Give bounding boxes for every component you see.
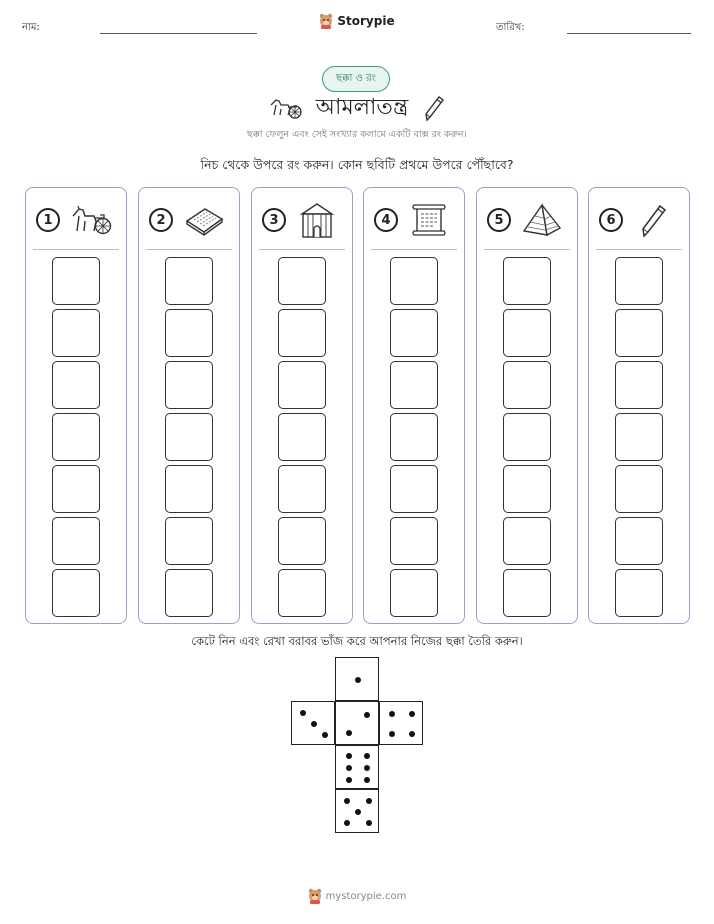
round-tower-icon <box>296 201 338 239</box>
color-box[interactable] <box>615 569 663 617</box>
pencil-icon <box>422 93 446 123</box>
column-4 <box>363 187 465 624</box>
column-header <box>589 188 689 248</box>
dice-pip <box>389 731 395 737</box>
dice-pip <box>322 732 328 738</box>
dice-pip <box>344 820 350 826</box>
column-number: 6 <box>599 208 623 232</box>
dice-face-2 <box>335 701 379 745</box>
column-divider <box>146 249 232 250</box>
color-box[interactable] <box>165 569 213 617</box>
column-divider <box>596 249 682 250</box>
color-box[interactable] <box>278 465 326 513</box>
color-box[interactable] <box>615 361 663 409</box>
horse-chariot-icon <box>70 201 112 239</box>
color-box[interactable] <box>165 465 213 513</box>
dice-pip <box>346 730 352 736</box>
dice-pip <box>344 798 350 804</box>
column-number: 1 <box>36 208 60 232</box>
dice-face-1 <box>335 657 379 701</box>
instruction: নিচ থেকে উপরে রং করুন। কোন ছবিটি প্রথমে উপরে পৌঁছাবে? <box>200 157 514 172</box>
column-number: 2 <box>149 208 173 232</box>
pencil-icon <box>633 201 675 239</box>
column-number: 4 <box>374 208 398 232</box>
dice-pip <box>366 820 372 826</box>
pyramid-icon <box>521 201 563 239</box>
dice-pip <box>364 753 370 759</box>
color-box[interactable] <box>52 517 100 565</box>
color-box[interactable] <box>390 465 438 513</box>
color-box[interactable] <box>503 569 551 617</box>
bear-mascot-icon <box>319 13 333 29</box>
column-divider <box>33 249 119 250</box>
color-box[interactable] <box>52 465 100 513</box>
dice-face-4 <box>379 701 423 745</box>
name-line[interactable] <box>100 33 257 34</box>
color-box[interactable] <box>165 257 213 305</box>
column-number: 3 <box>262 208 286 232</box>
color-box[interactable] <box>390 413 438 461</box>
column-divider <box>371 249 457 250</box>
color-box[interactable] <box>503 361 551 409</box>
color-box[interactable] <box>615 413 663 461</box>
cut-instruction: কেটে নিন এবং রেখা বরাবর ভাঁজ করে আপনার নিজের ছক্কা তৈরি করুন। <box>191 634 523 648</box>
color-box[interactable] <box>615 465 663 513</box>
color-box[interactable] <box>278 569 326 617</box>
dice-pip <box>355 809 361 815</box>
dice-pip <box>346 765 352 771</box>
color-box[interactable] <box>390 569 438 617</box>
color-box[interactable] <box>390 517 438 565</box>
bear-mascot-icon <box>308 888 322 904</box>
color-box[interactable] <box>615 517 663 565</box>
color-box[interactable] <box>503 257 551 305</box>
column-header <box>364 188 464 248</box>
scroll-icon <box>408 201 450 239</box>
name-label: নাম: <box>22 22 40 33</box>
dice-pip <box>409 711 415 717</box>
dice-pip <box>311 721 317 727</box>
dice-pip <box>346 753 352 759</box>
dice-pip <box>364 765 370 771</box>
color-box[interactable] <box>52 413 100 461</box>
color-box[interactable] <box>503 465 551 513</box>
color-box[interactable] <box>52 569 100 617</box>
page-title: আমলাতন্ত্র <box>315 94 409 120</box>
subtitle: ছক্কা ফেলুন এবং সেই সংখ্যার কলামে একটি বাক্স রং করুন। <box>247 129 467 140</box>
date-label: তারিখ: <box>496 22 525 33</box>
date-line[interactable] <box>567 33 691 34</box>
color-box[interactable] <box>278 361 326 409</box>
column-header <box>139 188 239 248</box>
column-divider <box>484 249 570 250</box>
color-box[interactable] <box>165 413 213 461</box>
color-box[interactable] <box>615 257 663 305</box>
color-box[interactable] <box>503 517 551 565</box>
brand-logo <box>0 13 714 29</box>
title-row <box>0 92 714 124</box>
horse-chariot-icon <box>268 96 302 120</box>
color-box[interactable] <box>52 257 100 305</box>
column-2 <box>138 187 240 624</box>
clay-tablet-icon <box>183 201 225 239</box>
color-box[interactable] <box>52 309 100 357</box>
color-box[interactable] <box>390 309 438 357</box>
color-box[interactable] <box>278 517 326 565</box>
column-divider <box>259 249 345 250</box>
color-box[interactable] <box>278 413 326 461</box>
dice-pip <box>366 798 372 804</box>
category-tag: ছক্কা ও রং <box>322 66 390 92</box>
color-box[interactable] <box>278 309 326 357</box>
color-box[interactable] <box>165 361 213 409</box>
color-box[interactable] <box>165 309 213 357</box>
footer-url: mystorypie.com <box>325 890 407 902</box>
column-3 <box>251 187 353 624</box>
column-1 <box>25 187 127 624</box>
dice-pip <box>364 712 370 718</box>
dice-face-5 <box>335 789 379 833</box>
column-header <box>477 188 577 248</box>
color-box[interactable] <box>503 309 551 357</box>
column-5 <box>476 187 578 624</box>
column-header <box>26 188 126 248</box>
column-header <box>252 188 352 248</box>
color-box[interactable] <box>278 257 326 305</box>
color-box[interactable] <box>52 361 100 409</box>
color-box[interactable] <box>390 257 438 305</box>
color-box[interactable] <box>165 517 213 565</box>
footer <box>0 888 714 904</box>
color-box[interactable] <box>615 309 663 357</box>
dice-pip <box>409 731 415 737</box>
dice-face-3 <box>291 701 335 745</box>
column-6 <box>588 187 690 624</box>
brand-name: Storypie <box>337 14 395 28</box>
dice-pip <box>389 711 395 717</box>
color-box[interactable] <box>503 413 551 461</box>
dice-face-6 <box>335 745 379 789</box>
dice-pip <box>364 777 370 783</box>
color-box[interactable] <box>390 361 438 409</box>
dice-pip <box>355 677 361 683</box>
column-number: 5 <box>487 208 511 232</box>
dice-pip <box>300 710 306 716</box>
dice-pip <box>346 777 352 783</box>
